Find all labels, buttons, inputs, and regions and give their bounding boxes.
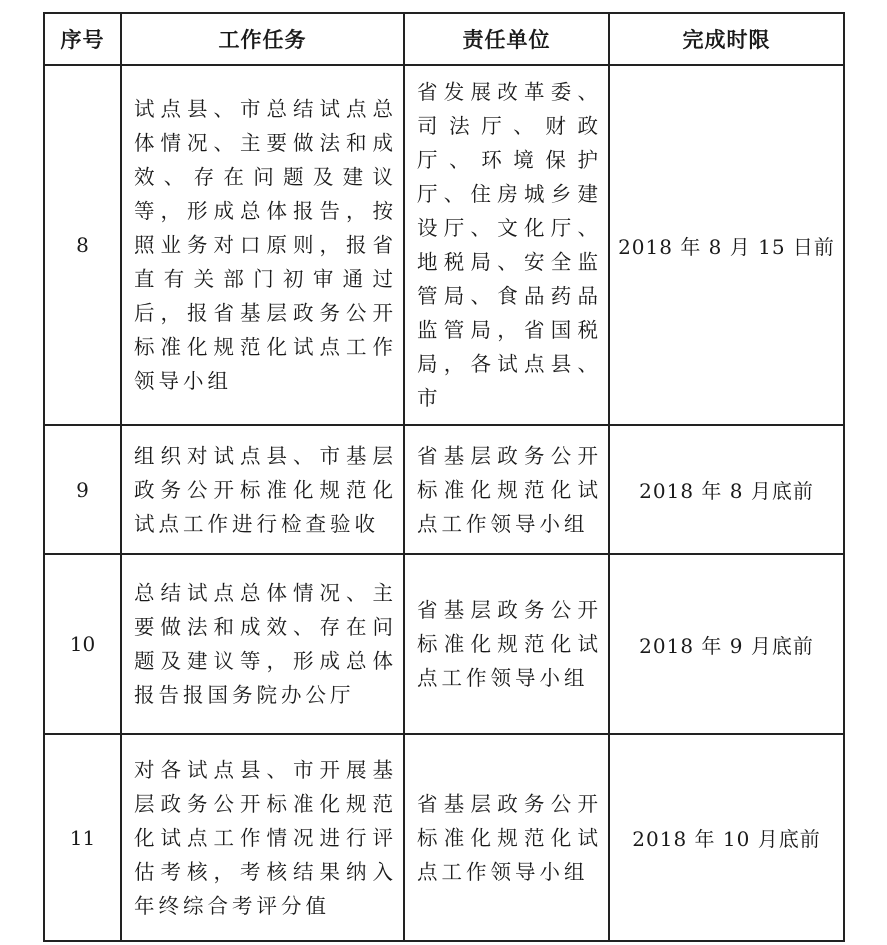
header-task: 工作任务 xyxy=(121,13,404,65)
row-deadline: 2018 年 9 月底前 xyxy=(609,554,844,734)
row-deadline: 2018 年 10 月底前 xyxy=(609,734,844,941)
header-unit: 责任单位 xyxy=(404,13,609,65)
task-table xyxy=(43,12,845,942)
row-unit: 省基层政务公开标准化规范化试点工作领导小组 xyxy=(404,554,609,734)
header-num: 序号 xyxy=(44,13,121,65)
row-deadline: 2018 年 8 月 15 日前 xyxy=(609,65,844,425)
row-number: 8 xyxy=(44,65,121,425)
header-row xyxy=(44,13,844,65)
row-unit: 省基层政务公开标准化规范化试点工作领导小组 xyxy=(404,425,609,554)
table-row xyxy=(44,554,844,734)
header-deadline: 完成时限 xyxy=(609,13,844,65)
table-row xyxy=(44,425,844,554)
row-number: 10 xyxy=(44,554,121,734)
row-unit: 省基层政务公开标准化规范化试点工作领导小组 xyxy=(404,734,609,941)
row-task: 组织对试点县、市基层政务公开标准化规范化试点工作进行检查验收 xyxy=(121,425,404,554)
row-task: 对各试点县、市开展基层政务公开标准化规范化试点工作情况进行评估考核，考核结果纳入年终综合考评分值 xyxy=(121,734,404,941)
table-row xyxy=(44,734,844,941)
row-deadline: 2018 年 8 月底前 xyxy=(609,425,844,554)
row-task: 总结试点总体情况、主要做法和成效、存在问题及建议等，形成总体报告报国务院办公厅 xyxy=(121,554,404,734)
row-number: 11 xyxy=(44,734,121,941)
row-number: 9 xyxy=(44,425,121,554)
row-task: 试点县、市总结试点总体情况、主要做法和成效、存在问题及建议等，形成总体报告，按照业务对口原则，报省直有关部门初审通过后，报省基层政务公开标准化规范化试点工作领导小组 xyxy=(121,65,404,425)
row-unit: 省发展改革委、司法厅、财政厅、环境保护厅、住房城乡建设厅、文化厅、地税局、安全监管局、食品药品监管局，省国税局，各试点县、市 xyxy=(404,65,609,425)
table-row xyxy=(44,65,844,425)
